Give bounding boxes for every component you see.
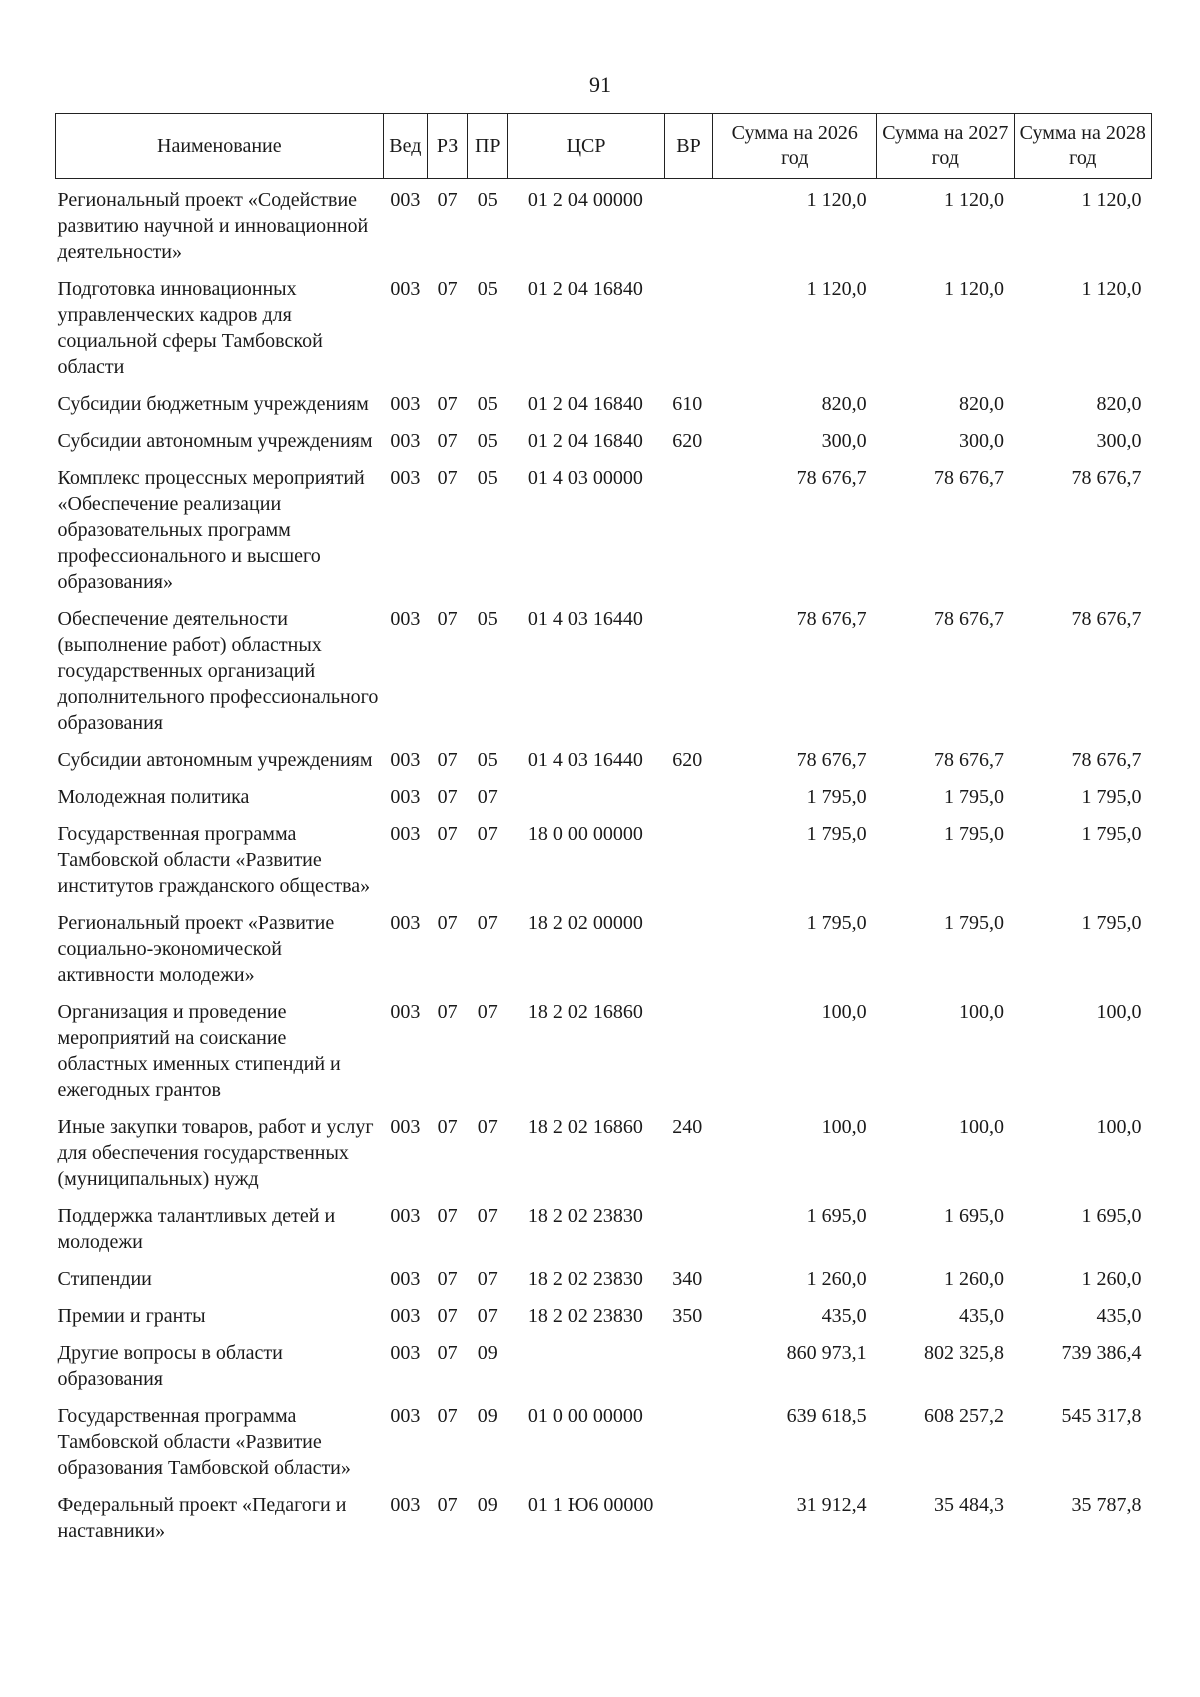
cell-sum-2028: 1 795,0 bbox=[1081, 823, 1142, 845]
cell-sum-2028: 1 795,0 bbox=[1081, 912, 1142, 934]
table-header bbox=[56, 114, 1152, 179]
cell-sum-2028: 545 317,8 bbox=[1061, 1405, 1142, 1427]
cell-ved: 003 bbox=[390, 1116, 421, 1138]
cell-vr bbox=[664, 1332, 713, 1395]
cell-sum-2026: 1 120,0 bbox=[806, 189, 867, 211]
table-row bbox=[56, 1106, 1152, 1195]
cell-sum-2026: 78 676,7 bbox=[796, 749, 867, 771]
cell-rz: 07 bbox=[437, 1494, 458, 1516]
cell-sum-2028: 1 795,0 bbox=[1081, 786, 1142, 808]
cell-pr: 09 bbox=[477, 1342, 498, 1364]
cell-csr: 18 2 02 16860 bbox=[527, 1001, 643, 1023]
cell-name: Иные закупки товаров, работ и услуг для обеспечения государственных (муниципальных) нужд bbox=[57, 1116, 374, 1190]
table-row bbox=[56, 383, 1152, 420]
cell-sum-2026: 860 973,1 bbox=[786, 1342, 867, 1364]
cell-sum-2026: 1 260,0 bbox=[806, 1268, 867, 1290]
cell-pr: 09 bbox=[477, 1494, 498, 1516]
cell-ved: 003 bbox=[390, 430, 421, 452]
column-header-ved: Вед bbox=[383, 114, 427, 179]
cell-vr bbox=[664, 457, 713, 598]
cell-sum-2027: 100,0 bbox=[959, 1116, 1005, 1138]
cell-name: Организация и проведение мероприятий на соискание областных именных стипендий и ежегодных грантов bbox=[57, 1001, 341, 1101]
cell-sum-2026: 1 695,0 bbox=[806, 1205, 867, 1227]
cell-sum-2026: 1 795,0 bbox=[806, 912, 867, 934]
table-row bbox=[56, 598, 1152, 739]
cell-name: Стипендии bbox=[57, 1268, 152, 1290]
cell-rz: 07 bbox=[437, 1001, 458, 1023]
cell-ved: 003 bbox=[390, 1205, 421, 1227]
cell-sum-2027: 78 676,7 bbox=[934, 608, 1005, 630]
cell-rz: 07 bbox=[437, 189, 458, 211]
cell-sum-2027: 608 257,2 bbox=[924, 1405, 1005, 1427]
cell-vr: 350 bbox=[672, 1305, 703, 1327]
cell-name: Субсидии бюджетным учреждениям bbox=[57, 393, 369, 415]
cell-csr: 18 2 02 16860 bbox=[527, 1116, 643, 1138]
cell-sum-2028: 739 386,4 bbox=[1061, 1342, 1142, 1364]
cell-rz: 07 bbox=[437, 1116, 458, 1138]
cell-rz: 07 bbox=[437, 823, 458, 845]
table-row bbox=[56, 420, 1152, 457]
cell-rz: 07 bbox=[437, 608, 458, 630]
table-row bbox=[56, 739, 1152, 776]
cell-ved: 003 bbox=[390, 1268, 421, 1290]
cell-vr bbox=[664, 902, 713, 991]
cell-csr: 01 4 03 16440 bbox=[527, 749, 643, 771]
column-header-sum-2027: Сумма на 2027 год bbox=[877, 114, 1014, 179]
cell-csr bbox=[508, 1332, 664, 1395]
cell-sum-2028: 35 787,8 bbox=[1071, 1494, 1142, 1516]
table-row bbox=[56, 1484, 1152, 1547]
cell-name: Государственная программа Тамбовской области «Развитие институтов гражданского общества» bbox=[57, 823, 371, 897]
table-row bbox=[56, 268, 1152, 383]
cell-vr: 240 bbox=[672, 1116, 703, 1138]
cell-csr: 18 2 02 23830 bbox=[527, 1268, 643, 1290]
cell-ved: 003 bbox=[390, 608, 421, 630]
cell-rz: 07 bbox=[437, 1342, 458, 1364]
cell-sum-2026: 435,0 bbox=[821, 1305, 867, 1327]
cell-name: Подготовка инновационных управленческих кадров для социальной сферы Тамбовской области bbox=[57, 278, 323, 378]
cell-vr: 620 bbox=[672, 430, 703, 452]
cell-vr bbox=[664, 813, 713, 902]
cell-sum-2028: 1 120,0 bbox=[1081, 189, 1142, 211]
cell-rz: 07 bbox=[437, 393, 458, 415]
cell-name: Федеральный проект «Педагоги и наставники» bbox=[57, 1494, 347, 1542]
cell-pr: 09 bbox=[477, 1405, 498, 1427]
cell-rz: 07 bbox=[437, 467, 458, 489]
cell-sum-2028: 78 676,7 bbox=[1071, 749, 1142, 771]
cell-vr bbox=[664, 268, 713, 383]
cell-ved: 003 bbox=[390, 393, 421, 415]
cell-sum-2028: 78 676,7 bbox=[1071, 467, 1142, 489]
cell-sum-2028: 100,0 bbox=[1096, 1001, 1142, 1023]
cell-sum-2027: 1 260,0 bbox=[944, 1268, 1005, 1290]
cell-vr bbox=[664, 598, 713, 739]
cell-sum-2026: 100,0 bbox=[821, 1116, 867, 1138]
cell-csr: 01 2 04 16840 bbox=[527, 430, 643, 452]
cell-pr: 05 bbox=[477, 749, 498, 771]
cell-sum-2028: 300,0 bbox=[1096, 430, 1142, 452]
cell-ved: 003 bbox=[390, 823, 421, 845]
cell-sum-2028: 100,0 bbox=[1096, 1116, 1142, 1138]
cell-rz: 07 bbox=[437, 786, 458, 808]
cell-ved: 003 bbox=[390, 1342, 421, 1364]
table-body bbox=[56, 179, 1152, 1548]
cell-name: Премии и гранты bbox=[57, 1305, 206, 1327]
cell-vr bbox=[664, 991, 713, 1106]
cell-sum-2026: 78 676,7 bbox=[796, 608, 867, 630]
cell-sum-2026: 820,0 bbox=[821, 393, 867, 415]
cell-pr: 05 bbox=[477, 393, 498, 415]
cell-pr: 07 bbox=[477, 1305, 498, 1327]
budget-table bbox=[55, 113, 1152, 1547]
cell-ved: 003 bbox=[390, 467, 421, 489]
cell-rz: 07 bbox=[437, 749, 458, 771]
table-row bbox=[56, 776, 1152, 813]
cell-csr: 18 2 02 23830 bbox=[527, 1305, 643, 1327]
cell-vr bbox=[664, 776, 713, 813]
cell-pr: 05 bbox=[477, 608, 498, 630]
cell-sum-2028: 1 695,0 bbox=[1081, 1205, 1142, 1227]
cell-sum-2028: 435,0 bbox=[1096, 1305, 1142, 1327]
page-number: 91 bbox=[589, 72, 611, 97]
cell-sum-2026: 1 795,0 bbox=[806, 823, 867, 845]
column-header-name: Наименование bbox=[56, 114, 384, 179]
cell-ved: 003 bbox=[390, 786, 421, 808]
cell-rz: 07 bbox=[437, 430, 458, 452]
cell-sum-2027: 435,0 bbox=[959, 1305, 1005, 1327]
cell-csr: 01 2 04 00000 bbox=[527, 189, 643, 211]
cell-sum-2026: 1 795,0 bbox=[806, 786, 867, 808]
column-header-sum-2028: Сумма на 2028 год bbox=[1014, 114, 1151, 179]
cell-sum-2027: 1 120,0 bbox=[944, 189, 1005, 211]
cell-pr: 07 bbox=[477, 786, 498, 808]
cell-ved: 003 bbox=[390, 749, 421, 771]
cell-ved: 003 bbox=[390, 1405, 421, 1427]
cell-sum-2028: 1 260,0 bbox=[1081, 1268, 1142, 1290]
cell-sum-2027: 1 795,0 bbox=[944, 912, 1005, 934]
cell-ved: 003 bbox=[390, 1305, 421, 1327]
cell-csr: 01 4 03 00000 bbox=[527, 467, 643, 489]
cell-sum-2027: 78 676,7 bbox=[934, 467, 1005, 489]
cell-rz: 07 bbox=[437, 278, 458, 300]
cell-pr: 05 bbox=[477, 278, 498, 300]
cell-csr: 18 2 02 23830 bbox=[527, 1205, 643, 1227]
cell-pr: 07 bbox=[477, 1268, 498, 1290]
table-row bbox=[56, 902, 1152, 991]
table-row bbox=[56, 1395, 1152, 1484]
cell-vr bbox=[664, 1395, 713, 1484]
cell-ved: 003 bbox=[390, 912, 421, 934]
cell-csr bbox=[508, 776, 664, 813]
cell-sum-2027: 1 795,0 bbox=[944, 786, 1005, 808]
table-row bbox=[56, 457, 1152, 598]
cell-csr: 01 1 Ю6 00000 bbox=[527, 1494, 654, 1516]
cell-rz: 07 bbox=[437, 1405, 458, 1427]
cell-sum-2027: 300,0 bbox=[959, 430, 1005, 452]
cell-csr: 01 2 04 16840 bbox=[527, 393, 643, 415]
cell-csr: 01 2 04 16840 bbox=[527, 278, 643, 300]
cell-pr: 07 bbox=[477, 1001, 498, 1023]
cell-name: Субсидии автономным учреждениям bbox=[57, 749, 373, 771]
cell-csr: 01 0 00 00000 bbox=[527, 1405, 643, 1427]
cell-csr: 18 2 02 00000 bbox=[527, 912, 643, 934]
cell-name: Комплекс процессных мероприятий «Обеспечение реализации образовательных программ профессионального и высшего образования» bbox=[57, 467, 365, 593]
cell-rz: 07 bbox=[437, 1305, 458, 1327]
table-row bbox=[56, 1195, 1152, 1258]
cell-sum-2028: 1 120,0 bbox=[1081, 278, 1142, 300]
cell-csr: 01 4 03 16440 bbox=[527, 608, 643, 630]
table-row bbox=[56, 1258, 1152, 1295]
cell-name: Молодежная политика bbox=[57, 786, 250, 808]
cell-ved: 003 bbox=[390, 1001, 421, 1023]
cell-pr: 05 bbox=[477, 189, 498, 211]
cell-sum-2026: 1 120,0 bbox=[806, 278, 867, 300]
cell-pr: 07 bbox=[477, 1116, 498, 1138]
cell-sum-2027: 820,0 bbox=[959, 393, 1005, 415]
cell-name: Субсидии автономным учреждениям bbox=[57, 430, 373, 452]
cell-pr: 07 bbox=[477, 823, 498, 845]
table-row bbox=[56, 1295, 1152, 1332]
cell-sum-2027: 78 676,7 bbox=[934, 749, 1005, 771]
cell-name: Региональный проект «Развитие социально-экономической активности молодежи» bbox=[57, 912, 335, 986]
cell-rz: 07 bbox=[437, 1205, 458, 1227]
table-row bbox=[56, 991, 1152, 1106]
cell-sum-2026: 100,0 bbox=[821, 1001, 867, 1023]
cell-sum-2026: 31 912,4 bbox=[796, 1494, 867, 1516]
cell-sum-2026: 639 618,5 bbox=[786, 1405, 867, 1427]
column-header-rz: РЗ bbox=[428, 114, 468, 179]
cell-sum-2027: 35 484,3 bbox=[934, 1494, 1005, 1516]
column-header-pr: ПР bbox=[468, 114, 508, 179]
cell-name: Региональный проект «Содействие развитию научной и инновационной деятельности» bbox=[57, 189, 369, 263]
cell-vr: 610 bbox=[672, 393, 703, 415]
cell-sum-2027: 802 325,8 bbox=[924, 1342, 1005, 1364]
cell-pr: 05 bbox=[477, 467, 498, 489]
column-header-sum-2026: Сумма на 2026 год bbox=[713, 114, 877, 179]
cell-name: Государственная программа Тамбовской области «Развитие образования Тамбовской области» bbox=[57, 1405, 351, 1479]
cell-sum-2028: 78 676,7 bbox=[1071, 608, 1142, 630]
cell-sum-2027: 1 695,0 bbox=[944, 1205, 1005, 1227]
cell-rz: 07 bbox=[437, 1268, 458, 1290]
cell-sum-2026: 78 676,7 bbox=[796, 467, 867, 489]
cell-pr: 07 bbox=[477, 1205, 498, 1227]
cell-name: Другие вопросы в области образования bbox=[57, 1342, 283, 1390]
cell-name: Обеспечение деятельности (выполнение работ) областных государственных организаций дополнительного профессионального образования bbox=[57, 608, 379, 734]
cell-vr: 620 bbox=[672, 749, 703, 771]
column-header-vr: ВР bbox=[664, 114, 713, 179]
cell-csr: 18 0 00 00000 bbox=[527, 823, 643, 845]
cell-vr: 340 bbox=[672, 1268, 703, 1290]
cell-ved: 003 bbox=[390, 189, 421, 211]
cell-ved: 003 bbox=[390, 278, 421, 300]
cell-vr bbox=[664, 1484, 713, 1547]
cell-sum-2026: 300,0 bbox=[821, 430, 867, 452]
cell-sum-2027: 1 120,0 bbox=[944, 278, 1005, 300]
cell-rz: 07 bbox=[437, 912, 458, 934]
table-row bbox=[56, 179, 1152, 269]
cell-vr bbox=[664, 179, 713, 269]
cell-sum-2027: 1 795,0 bbox=[944, 823, 1005, 845]
cell-ved: 003 bbox=[390, 1494, 421, 1516]
cell-pr: 05 bbox=[477, 430, 498, 452]
column-header-csr: ЦСР bbox=[508, 114, 664, 179]
cell-sum-2027: 100,0 bbox=[959, 1001, 1005, 1023]
cell-sum-2028: 820,0 bbox=[1096, 393, 1142, 415]
cell-pr: 07 bbox=[477, 912, 498, 934]
table-row bbox=[56, 1332, 1152, 1395]
cell-name: Поддержка талантливых детей и молодежи bbox=[57, 1205, 336, 1253]
table-row bbox=[56, 813, 1152, 902]
cell-vr bbox=[664, 1195, 713, 1258]
